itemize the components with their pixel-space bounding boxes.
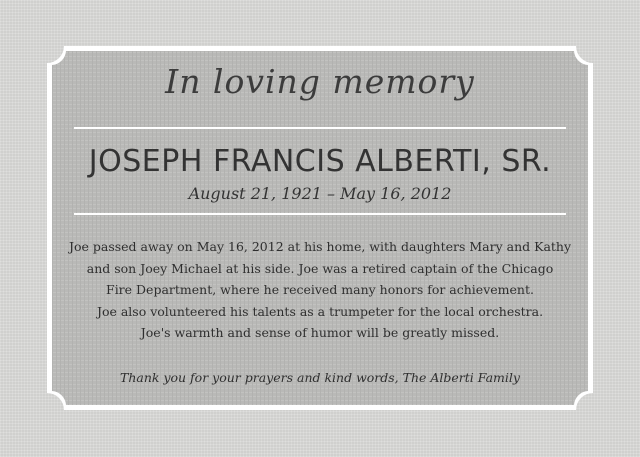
obituary-line: Joe's warmth and sense of humor will be greatly missed. [140, 325, 500, 340]
life-dates: August 21, 1921 – May 16, 2012 [188, 184, 452, 203]
obituary-line: Fire Department, where he received many honors for achievement. [106, 282, 534, 297]
obituary-text [60, 236, 580, 344]
thank-you-note: Thank you for your prayers and kind words, The Alberti Family [120, 370, 520, 385]
deceased-name: JOSEPH FRANCIS ALBERTI, SR. [88, 144, 552, 179]
obituary-line: Joe also volunteered his talents as a trumpeter for the local orchestra. [96, 303, 544, 319]
divider-bottom [74, 213, 566, 215]
obituary-line: and son Joey Michael at his side. Joe was a retired captain of the Chicago [86, 260, 554, 276]
inner-panel [52, 51, 588, 405]
obituary-line: Joe passed away on May 16, 2012 at his home, with daughters Mary and Kathy [68, 239, 572, 254]
divider-top [74, 127, 566, 129]
heading-in-loving-memory: In loving memory [165, 62, 475, 101]
